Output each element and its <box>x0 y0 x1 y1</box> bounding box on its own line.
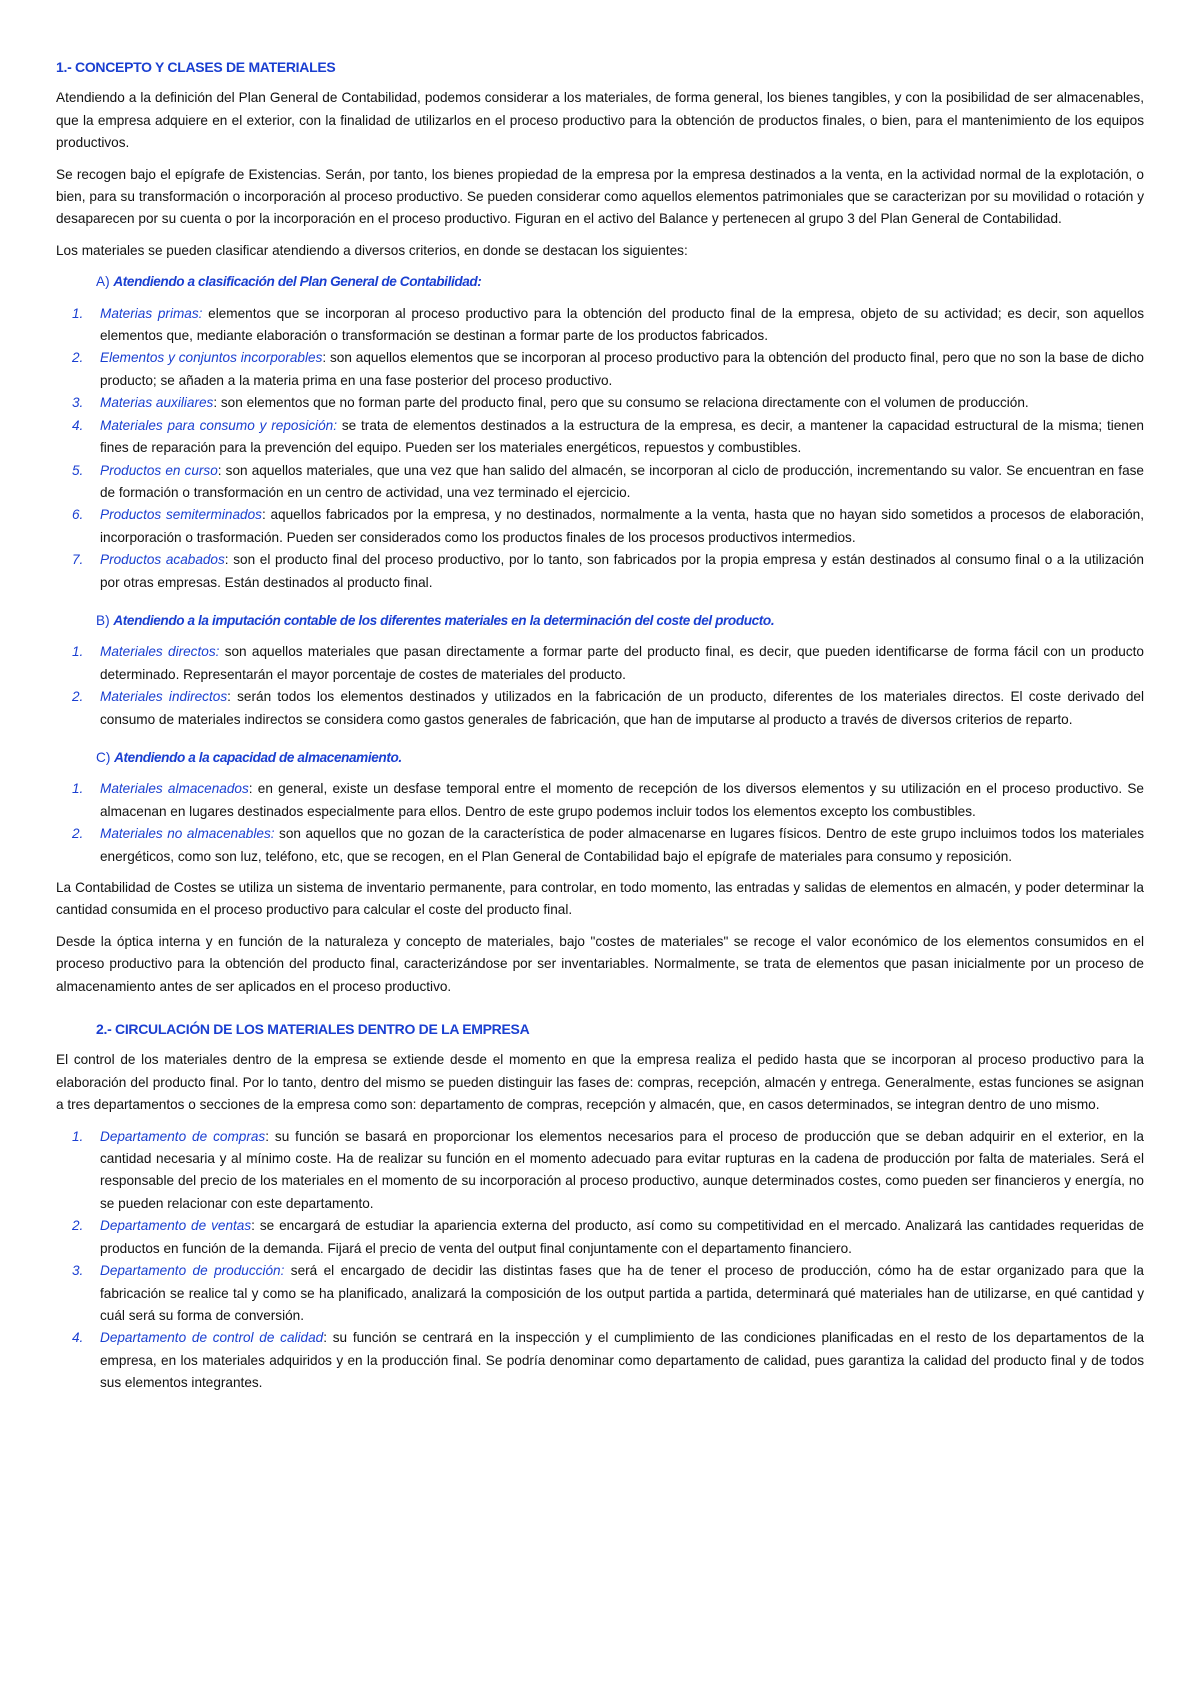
list-text <box>100 504 1144 549</box>
subheading-title: Atendiendo a clasificación del Plan General de Contabilidad: <box>113 274 482 290</box>
list-term: Departamento de ventas <box>100 1218 252 1234</box>
subheading-c <box>96 747 1144 769</box>
list-term: Departamento de control de calidad <box>100 1330 324 1346</box>
list-text <box>100 641 1144 686</box>
list-text <box>100 1126 1144 1216</box>
list-item <box>56 823 1144 868</box>
list-description: : en general, existe un desfase temporal entre el momento de recepción de los diversos elementos y su utilización en el proceso productivo. Se almacenan en lugares destinados especialmente para ellos. Dentro de este grupo podemos incluir todos los elementos excepto los combustibles. <box>100 781 1144 819</box>
list-item <box>56 347 1144 392</box>
list-term: Elementos y conjuntos incorporables <box>100 350 323 366</box>
paragraph: Desde la óptica interna y en función de la naturaleza y concepto de materiales, bajo "costes de materiales" se recoge el valor económico de los elementos consumidos en el proceso productivo para la obtención del producto final, caracterizándose por ser inventariables. Normalmente, se trata de elementos que pasan inicialmente por un proceso de almacenamiento antes de ser aplicados en el proceso productivo. <box>56 933 1144 994</box>
list-description: se trata de elementos destinados a la estructura de la empresa, es decir, a mantener la capacidad estructural de la misma; tienen fines de reparación para la prevención del equipo. Pueden ser los materiales energéticos, repuestos y combustibles. <box>100 417 1144 456</box>
list-term: Productos semiterminados <box>100 507 262 523</box>
list-description: : se encargará de estudiar la apariencia externa del producto, así como su competitividad en el mercado. Analizará las cantidades requeridas de productos en función de la demanda. Fijará el precio de venta del output final conjuntamente con el departamento financiero. <box>100 1218 1144 1256</box>
list-description: son aquellos materiales que pasan directamente a formar parte del producto final, es decir, que pueden identificarse de forma fácil con un producto determinado. Representarán el mayor porcentaje de costes de materiales del producto. <box>100 644 1144 682</box>
list-item <box>56 1215 1144 1260</box>
list-item <box>56 415 1144 460</box>
list-number: 4. <box>72 1330 84 1346</box>
section-2-title: 2.- CIRCULACIÓN DE LOS MATERIALES DENTRO DE LA EMPRESA <box>96 1021 530 1038</box>
list-item <box>56 1126 1144 1216</box>
list-text <box>100 1260 1144 1327</box>
list-number: 2. <box>72 1218 84 1234</box>
paragraph: El control de los materiales dentro de la empresa se extiende desde el momento en que la empresa realiza el pedido hasta que se incorporan al proceso productivo para la elaboración del producto final. Por lo tanto, dentro del mismo se pueden distinguir las fases de: compras, recepción, almacén y entrega. Generalmente, estas funciones se asignan a tres departamentos o secciones de la empresa como son: departamento de compras, recepción y almacén, que, en casos determinados, se integran dentro de uno mismo. <box>56 1052 1144 1113</box>
list-description: son aquellos que no gozan de la característica de poder almacenarse en lugares físicos. Dentro de este grupo incluimos todos los materiales energéticos, como son luz, teléfono, etc, que se recogen, en el Plan General de Contabilidad bajo el epígrafe de materiales para consumo y reposición. <box>100 826 1144 864</box>
list-item <box>56 460 1144 505</box>
list-item <box>56 686 1144 731</box>
list-description: : son elementos que no forman parte del producto final, pero que su consumo se relaciona directamente con el volumen de producción. <box>213 395 1029 411</box>
list-term: Materias primas: <box>100 305 203 321</box>
subheading-prefix: A) <box>96 274 114 290</box>
list-number: 6. <box>72 507 84 523</box>
list-term: Materiales indirectos <box>100 689 228 705</box>
list-number: 7. <box>72 552 84 568</box>
list-text <box>100 549 1144 594</box>
list-number: 1. <box>72 781 84 797</box>
list-term: Materiales no almacenables: <box>100 826 275 842</box>
list-text <box>100 686 1144 731</box>
subheading-title: Atendiendo a la capacidad de almacenamiento. <box>114 749 402 765</box>
subheading-prefix: C) <box>96 749 115 765</box>
list-number: 2. <box>72 350 84 366</box>
list-number: 3. <box>72 1263 84 1279</box>
paragraph: La Contabilidad de Costes se utiliza un sistema de inventario permanente, para controlar, en todo momento, las entradas y salidas de elementos en almacén, y poder determinar la cantidad consumida en el proceso productivo para calcular el coste del producto final. <box>56 880 1144 918</box>
list-item <box>56 641 1144 686</box>
list-item <box>56 392 1144 414</box>
list-text <box>100 460 1144 505</box>
list-departments <box>56 1126 1144 1395</box>
list-number: 4. <box>72 417 84 433</box>
list-term: Departamento de producción: <box>100 1263 285 1279</box>
list-number: 3. <box>72 395 84 411</box>
section-1-title: 1.- CONCEPTO Y CLASES DE MATERIALES <box>56 59 336 75</box>
list-description: : son el producto final del proceso productivo, por lo tanto, son fabricados por la propia empresa y están destinados al consumo final o a la utilización por otras empresas. Están destinados al producto final. <box>100 552 1144 590</box>
list-text <box>100 823 1144 868</box>
list-item <box>56 1260 1144 1327</box>
list-item <box>56 303 1144 348</box>
list-description: elementos que se incorporan al proceso productivo para la obtención del producto final de la empresa, objeto de su actividad; es decir, son aquellos elementos que, mediante elaboración o transformación se destinan a formar parte de los productos fabricados. <box>100 305 1144 344</box>
paragraph: Los materiales se pueden clasificar atendiendo a diversos criterios, en donde se destacan los siguientes: <box>56 242 688 258</box>
list-number: 1. <box>72 305 84 321</box>
paragraph: Atendiendo a la definición del Plan General de Contabilidad, podemos considerar a los materiales, de forma general, los bienes tangibles, y con la posibilidad de ser almacenables, que la empresa adquiere en el exterior, con la finalidad de utilizarlos en el proceso productivo para la obtención de productos finales, o bien, para el mantenimiento de los equipos productivos. <box>56 90 1144 151</box>
list-text <box>100 347 1144 392</box>
list-group-c <box>56 778 1144 868</box>
list-group-b <box>56 641 1144 731</box>
subheading-a <box>96 271 1144 293</box>
list-item <box>56 549 1144 594</box>
list-term: Productos acabados <box>100 552 225 568</box>
subheading-b <box>96 610 1144 632</box>
list-description: : son aquellos elementos que se incorporan al proceso productivo para la obtención del producto final, pero que no son la base de dicho producto; se añaden a la materia prima en una fase posterior del proceso productivo. <box>100 350 1144 388</box>
subheading-title: Atendiendo a la imputación contable de los diferentes materiales en la determinación del coste del producto. <box>113 612 775 628</box>
list-text <box>100 778 1144 823</box>
list-term: Departamento de compras <box>100 1128 266 1144</box>
list-term: Materiales directos: <box>100 644 220 660</box>
list-number: 1. <box>72 1128 84 1144</box>
list-term: Productos en curso <box>100 462 218 478</box>
list-item <box>56 1327 1144 1394</box>
list-description: : son aquellos materiales, que una vez que han salido del almacén, se incorporan al ciclo de producción, incrementando su valor. Se encuentran en fase de formación o transformación en un centro de actividad, una vez terminado el ejercicio. <box>100 462 1144 500</box>
list-text <box>100 392 1144 414</box>
list-term: Materias auxiliares <box>100 395 214 411</box>
list-text <box>100 415 1144 460</box>
list-number: 2. <box>72 826 84 842</box>
list-group-a <box>56 303 1144 594</box>
list-item <box>56 778 1144 823</box>
list-text <box>100 1327 1144 1394</box>
list-description: : serán todos los elementos destinados y utilizados en la fabricación de un producto, diferentes de los materiales directos. El coste derivado del consumo de materiales indirectos se considera como gastos generales de fabricación, que han de imputarse al producto a través de diversos criterios de reparto. <box>100 689 1144 727</box>
list-description: será el encargado de decidir las distintas fases que ha de tener el proceso de producción, cómo ha de estar organizado para que la fabricación se realice tal y como se ha planificado, analizará la composición de los output partida a partida, determinará qué materiales han de utilizarse, en qué cantidad y cuál será su forma de conversión. <box>100 1263 1144 1323</box>
list-number: 2. <box>72 689 84 705</box>
list-number: 5. <box>72 462 84 478</box>
subheading-prefix: B) <box>96 612 114 628</box>
list-description: : aquellos fabricados por la empresa, y no destinados, normalmente a la venta, hasta que no hayan sido sometidos a procesos de elaboración, incorporación o trasformación. Pueden ser considerados como los productos finales de los procesos productivos intermedios. <box>100 507 1144 545</box>
list-description: : su función se basará en proporcionar los elementos necesarios para el proceso de producción que se deban adquirir en el exterior, en la cantidad necesaria y al mínimo coste. Ha de realizar su función en el momento adecuado para evitar rupturas en la cadena de producción por falta de materiales. Será el responsable del precio de los materiales en el momento de su incorporación al proceso productivo, aunque determinados costes, como pueden ser financieros y energía, no se pueden relacionar con este departamento. <box>100 1128 1144 1211</box>
list-text <box>100 303 1144 348</box>
list-term: Materiales almacenados <box>100 781 249 797</box>
list-description: : su función se centrará en la inspección y el cumplimiento de las condiciones planificadas en el resto de los departamentos de la empresa, en los materiales adquiridos y en la producción final. Se podría denominar como departamento de calidad, pues garantiza la calidad del producto final y de todos sus elementos integrantes. <box>100 1330 1144 1391</box>
list-item <box>56 504 1144 549</box>
list-text <box>100 1215 1144 1260</box>
paragraph: Se recogen bajo el epígrafe de Existencias. Serán, por tanto, los bienes propiedad de la empresa por la empresa destinados a la venta, en la actividad normal de la explotación, o bien, para su transformación o incorporación al proceso productivo. Se pueden considerar como aquellos elementos patrimoniales que se caracterizan por su movilidad o rotación y desaparecen por su cuenta o por la incorporación en el proceso productivo. Figuran en el activo del Balance y pertenecen al grupo 3 del Plan General de Contabilidad. <box>56 166 1144 227</box>
list-number: 1. <box>72 644 84 660</box>
list-term: Materiales para consumo y reposición: <box>100 417 337 433</box>
